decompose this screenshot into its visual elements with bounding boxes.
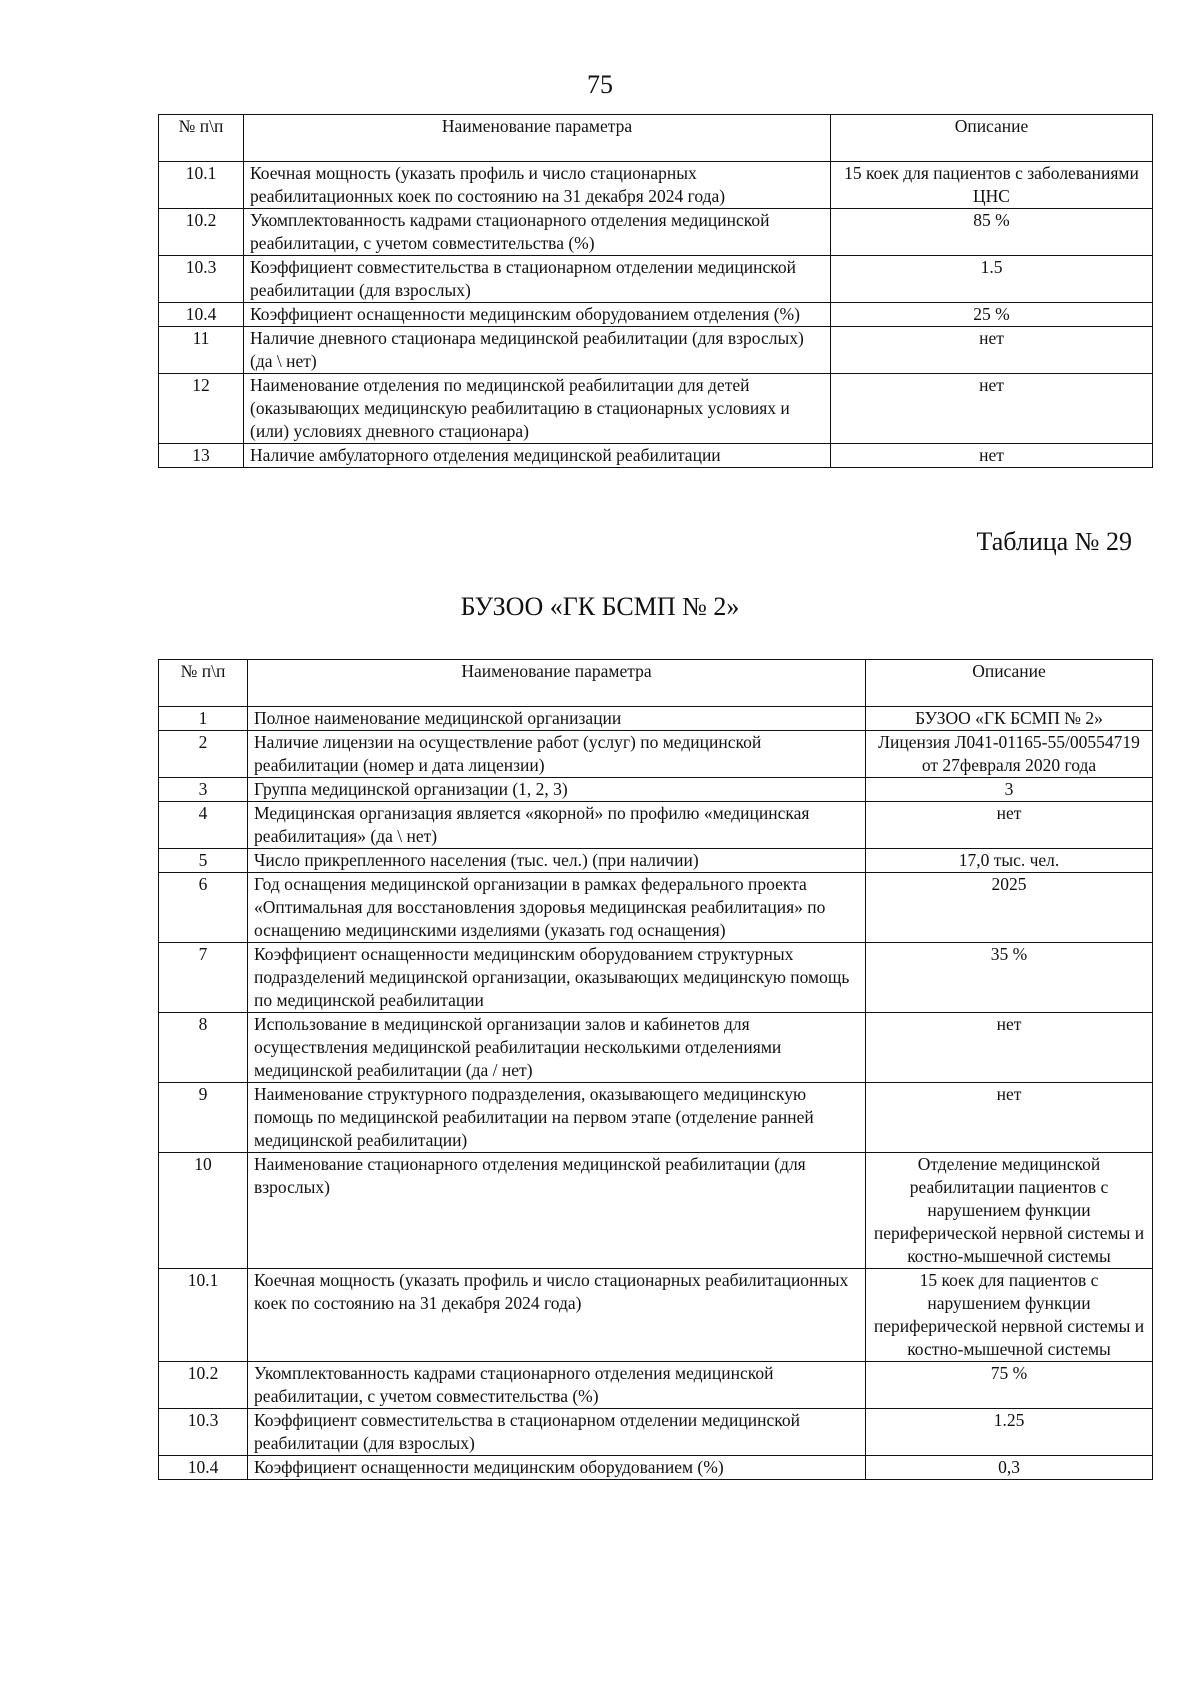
table-label: Таблица № 29 <box>976 527 1132 556</box>
table-row <box>159 1153 1153 1269</box>
row-number: 5 <box>159 849 248 873</box>
table-row <box>159 873 1153 943</box>
header-number: № п\п <box>159 115 244 162</box>
row-description: нет <box>831 374 1153 444</box>
table-header-row <box>159 115 1153 162</box>
header-description: Описание <box>831 115 1153 162</box>
table-row <box>159 1269 1153 1362</box>
table-row <box>159 256 1153 303</box>
header-number: № п\п <box>159 660 248 707</box>
table-row <box>159 209 1153 256</box>
row-number: 10.3 <box>159 1409 248 1456</box>
header-parameter: Наименование параметра <box>244 115 831 162</box>
row-parameter: Медицинская организация является «якорной» по профилю «медицинская реабилитация» (да \ нет) <box>248 802 866 849</box>
row-description: 35 % <box>866 943 1153 1013</box>
row-description: 3 <box>866 778 1153 802</box>
row-number: 9 <box>159 1083 248 1153</box>
row-description: нет <box>831 444 1153 468</box>
table-row <box>159 707 1153 731</box>
row-description: БУЗОО «ГК БСМП № 2» <box>866 707 1153 731</box>
row-number: 10 <box>159 1153 248 1269</box>
table-header-row <box>159 660 1153 707</box>
row-parameter: Наименование структурного подразделения, оказывающего медицинскую помощь по медицинской реабилитации на первом этапе (отделение ранней медицинской реабилитации) <box>248 1083 866 1153</box>
row-number: 10.1 <box>159 162 244 209</box>
row-number: 7 <box>159 943 248 1013</box>
row-description: нет <box>866 802 1153 849</box>
table-row <box>159 1362 1153 1409</box>
row-description: 17,0 тыс. чел. <box>866 849 1153 873</box>
table-row <box>159 1409 1153 1456</box>
table-row <box>159 1456 1153 1480</box>
table-row <box>159 303 1153 327</box>
row-parameter: Коечная мощность (указать профиль и число стационарных реабилитационных коек по состоянию на 31 декабря 2024 года) <box>248 1269 866 1362</box>
table-row <box>159 1013 1153 1083</box>
table-row <box>159 849 1153 873</box>
row-parameter: Наличие дневного стационара медицинской реабилитации (для взрослых) (да \ нет) <box>244 327 831 374</box>
table-row <box>159 162 1153 209</box>
row-description: нет <box>831 327 1153 374</box>
row-number: 10.2 <box>159 209 244 256</box>
page-number: 75 <box>587 70 613 99</box>
row-parameter: Коэффициент совместительства в стационарном отделении медицинской реабилитации (для взрослых) <box>248 1409 866 1456</box>
row-parameter: Коэффициент оснащенности медицинским оборудованием отделения (%) <box>244 303 831 327</box>
table-row <box>159 731 1153 778</box>
row-number: 10.4 <box>159 303 244 327</box>
row-parameter: Наличие амбулаторного отделения медицинской реабилитации <box>244 444 831 468</box>
row-number: 10.2 <box>159 1362 248 1409</box>
row-parameter: Год оснащения медицинской организации в рамках федерального проекта «Оптимальная для восстановления здоровья медицинская реабилитация» по оснащению медицинскими изделиями (указать год оснащения) <box>248 873 866 943</box>
row-description: 85 % <box>831 209 1153 256</box>
table-row <box>159 444 1153 468</box>
row-number: 8 <box>159 1013 248 1083</box>
row-description: нет <box>866 1013 1153 1083</box>
row-number: 11 <box>159 327 244 374</box>
table-row <box>159 802 1153 849</box>
row-parameter: Укомплектованность кадрами стационарного отделения медицинской реабилитации, с учетом совместительства (%) <box>244 209 831 256</box>
row-description: 75 % <box>866 1362 1153 1409</box>
table-row <box>159 327 1153 374</box>
row-description: 1.25 <box>866 1409 1153 1456</box>
header-parameter: Наименование параметра <box>248 660 866 707</box>
row-parameter: Укомплектованность кадрами стационарного отделения медицинской реабилитации, с учетом совместительства (%) <box>248 1362 866 1409</box>
row-number: 13 <box>159 444 244 468</box>
row-parameter: Коэффициент оснащенности медицинским оборудованием структурных подразделений медицинской организации, оказывающих медицинскую помощь по медицинской реабилитации <box>248 943 866 1013</box>
row-description: Лицензия Л041-01165-55/00554719 от 27февраля 2020 года <box>866 731 1153 778</box>
table-row <box>159 374 1153 444</box>
parameters-table <box>158 659 1153 1480</box>
row-parameter: Группа медицинской организации (1, 2, 3) <box>248 778 866 802</box>
row-number: 4 <box>159 802 248 849</box>
row-parameter: Наличие лицензии на осуществление работ (услуг) по медицинской реабилитации (номер и дата лицензии) <box>248 731 866 778</box>
row-parameter: Коэффициент совместительства в стационарном отделении медицинской реабилитации (для взрослых) <box>244 256 831 303</box>
row-description: 2025 <box>866 873 1153 943</box>
table-row <box>159 943 1153 1013</box>
parameters-table-continued <box>158 114 1153 468</box>
row-description: 15 коек для пациентов с нарушением функции периферической нервной системы и костно-мышечной системы <box>866 1269 1153 1362</box>
row-number: 3 <box>159 778 248 802</box>
row-number: 2 <box>159 731 248 778</box>
row-parameter: Число прикрепленного населения (тыс. чел.) (при наличии) <box>248 849 866 873</box>
row-parameter: Полное наименование медицинской организации <box>248 707 866 731</box>
organization-title: БУЗОО «ГК БСМП № 2» <box>460 592 740 621</box>
table-row <box>159 1083 1153 1153</box>
row-description: 1.5 <box>831 256 1153 303</box>
row-parameter: Наименование отделения по медицинской реабилитации для детей (оказывающих медицинскую реабилитацию в стационарных условиях и (или) условиях дневного стационара) <box>244 374 831 444</box>
header-description: Описание <box>866 660 1153 707</box>
row-number: 1 <box>159 707 248 731</box>
row-parameter: Коечная мощность (указать профиль и число стационарных реабилитационных коек по состоянию на 31 декабря 2024 года) <box>244 162 831 209</box>
table-row <box>159 778 1153 802</box>
row-parameter: Наименование стационарного отделения медицинской реабилитации (для взрослых) <box>248 1153 866 1269</box>
row-description: нет <box>866 1083 1153 1153</box>
row-number: 10.1 <box>159 1269 248 1362</box>
row-parameter: Коэффициент оснащенности медицинским оборудованием (%) <box>248 1456 866 1480</box>
row-parameter: Использование в медицинской организации залов и кабинетов для осуществления медицинской реабилитации несколькими отделениями медицинской реабилитации (да / нет) <box>248 1013 866 1083</box>
row-description: 15 коек для пациентов с заболеваниями ЦНС <box>831 162 1153 209</box>
row-description: 0,3 <box>866 1456 1153 1480</box>
row-number: 12 <box>159 374 244 444</box>
row-number: 10.4 <box>159 1456 248 1480</box>
row-description: 25 % <box>831 303 1153 327</box>
row-number: 6 <box>159 873 248 943</box>
row-number: 10.3 <box>159 256 244 303</box>
row-description: Отделение медицинской реабилитации пациентов с нарушением функции периферической нервной системы и костно-мышечной системы <box>866 1153 1153 1269</box>
